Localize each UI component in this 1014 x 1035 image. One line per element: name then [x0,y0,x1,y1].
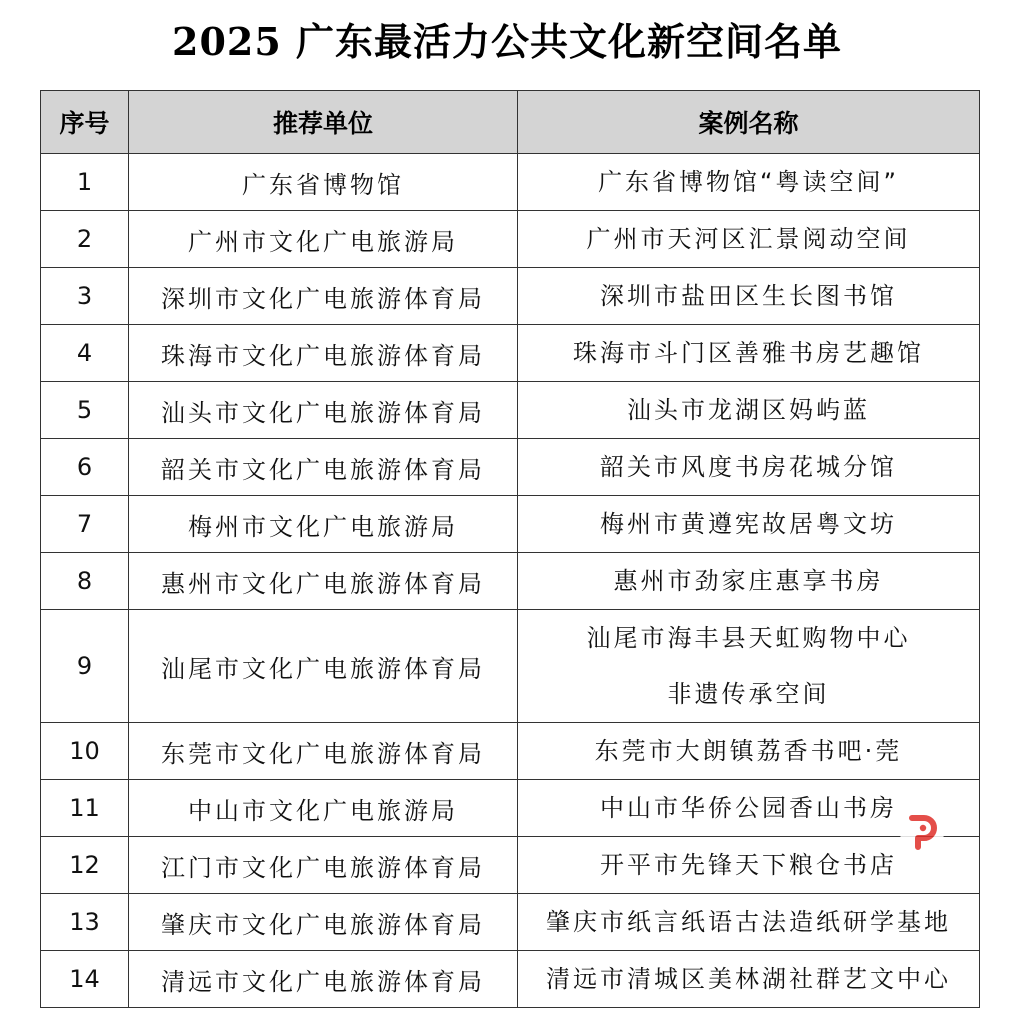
cell-case [518,211,980,268]
case-line: 肇庆市纸言纸语古法造纸研学基地 [546,908,951,936]
cell-case [518,439,980,496]
cell-unit: 东莞市文化广电旅游体育局 [129,723,518,780]
table-body [41,154,980,1008]
cell-no: 13 [41,894,129,951]
case-line: 韶关市风度书房花城分馆 [600,453,897,481]
cell-unit: 梅州市文化广电旅游局 [129,496,518,553]
cell-case [518,610,980,723]
cell-unit: 肇庆市文化广电旅游体育局 [129,894,518,951]
cell-case [518,268,980,325]
cell-case [518,496,980,553]
cell-no: 3 [41,268,129,325]
cell-unit: 江门市文化广电旅游体育局 [129,837,518,894]
cell-unit: 珠海市文化广电旅游体育局 [129,325,518,382]
cell-no: 9 [41,610,129,723]
cell-no: 4 [41,325,129,382]
case-line: 东莞市大朗镇荔香书吧·莞 [594,737,903,765]
table-row [41,382,980,439]
table-row [41,496,980,553]
case-line: 非遗传承空间 [667,680,830,708]
cell-no: 10 [41,723,129,780]
cell-case [518,154,980,211]
case-line: 汕尾市海丰县天虹购物中心 [586,624,911,652]
cell-no: 11 [41,780,129,837]
cell-case [518,382,980,439]
table-row [41,211,980,268]
cell-no: 1 [41,154,129,211]
case-line: 广东省博物馆“粤读空间” [598,168,899,196]
table-row [41,894,980,951]
case-line: 梅州市黄遵宪故居粤文坊 [600,510,897,538]
cell-case [518,553,980,610]
cell-no: 14 [41,951,129,1008]
table-row [41,723,980,780]
header-no: 序号 [41,91,129,154]
case-line: 珠海市斗门区善雅书房艺趣馆 [573,339,924,367]
page-title: 2025 广东最活力公共文化新空间名单 [172,19,842,64]
header-case: 案例名称 [518,91,980,154]
table-row [41,837,980,894]
list-table [40,90,980,1008]
table-row [41,780,980,837]
table-row [41,951,980,1008]
cell-no: 2 [41,211,129,268]
cell-no: 7 [41,496,129,553]
table-header-row [41,91,980,154]
case-line: 清远市清城区美林湖社群艺文中心 [546,965,951,993]
case-line: 深圳市盐田区生长图书馆 [600,282,897,310]
header-unit: 推荐单位 [129,91,518,154]
table-row [41,325,980,382]
watermark-logo [900,810,944,854]
cell-case [518,723,980,780]
table-row [41,268,980,325]
cell-no: 5 [41,382,129,439]
cell-unit: 韶关市文化广电旅游体育局 [129,439,518,496]
cell-case [518,325,980,382]
p-logo-icon [906,814,938,850]
cell-unit: 广东省博物馆 [129,154,518,211]
case-line: 开平市先锋天下粮仓书店 [600,851,897,879]
cell-case [518,951,980,1008]
cell-unit: 汕头市文化广电旅游体育局 [129,382,518,439]
cell-unit: 深圳市文化广电旅游体育局 [129,268,518,325]
cell-no: 8 [41,553,129,610]
table-row [41,610,980,723]
cell-unit: 中山市文化广电旅游局 [129,780,518,837]
cell-unit: 汕尾市文化广电旅游体育局 [129,610,518,723]
cell-unit: 惠州市文化广电旅游体育局 [129,553,518,610]
cell-no: 12 [41,837,129,894]
table-row [41,439,980,496]
case-line: 中山市华侨公园香山书房 [600,794,897,822]
cell-case [518,894,980,951]
cell-no: 6 [41,439,129,496]
case-line: 汕头市龙湖区妈屿蓝 [627,396,870,424]
cell-unit: 清远市文化广电旅游体育局 [129,951,518,1008]
table-row [41,553,980,610]
case-line: 惠州市劲家庄惠享书房 [613,567,884,595]
table-row [41,154,980,211]
case-line: 广州市天河区汇景阅动空间 [586,225,911,253]
cell-unit: 广州市文化广电旅游局 [129,211,518,268]
